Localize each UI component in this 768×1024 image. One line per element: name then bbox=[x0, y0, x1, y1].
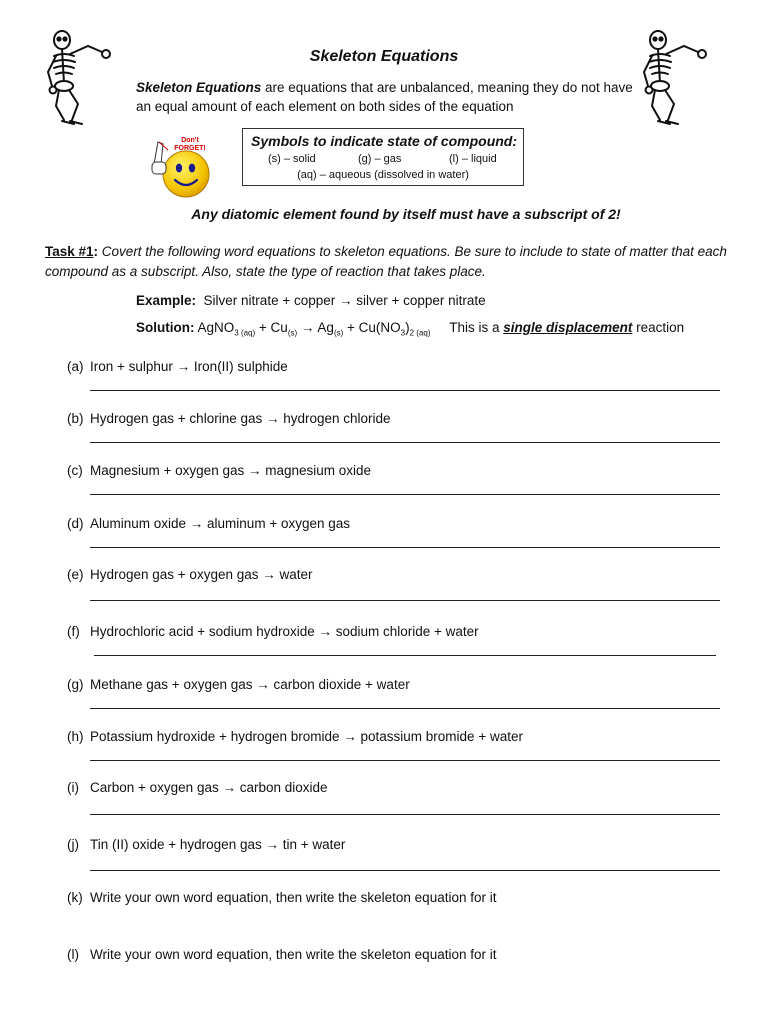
question-letter: (k) bbox=[67, 890, 83, 905]
answer-line[interactable] bbox=[90, 814, 720, 815]
question-letter: (c) bbox=[67, 463, 83, 478]
task-colon: : bbox=[93, 244, 99, 259]
question-item bbox=[67, 947, 496, 962]
symbol-aqueous: (aq) – aqueous (dissolved in water) bbox=[297, 169, 469, 181]
answer-line[interactable] bbox=[90, 708, 720, 709]
question-item bbox=[67, 837, 345, 852]
question-text: Hydrogen gas + chlorine gas → hydrogen chloride bbox=[90, 411, 391, 426]
solution-subscript: 2 (aq) bbox=[409, 328, 431, 338]
solution-part: AgNO bbox=[194, 320, 235, 335]
solution-part: + Cu(NO bbox=[343, 320, 401, 335]
solution-line bbox=[136, 320, 684, 338]
question-item bbox=[67, 463, 371, 478]
question-item bbox=[67, 359, 288, 374]
state-symbols-heading: Symbols to indicate state of compound: bbox=[251, 133, 518, 149]
intro-text: are equations that are unbalanced, meaning they do not have an equal amount of each element on both sides of the equation bbox=[136, 80, 633, 114]
skeleton-right-icon bbox=[640, 28, 712, 128]
solution-part: → Ag bbox=[297, 320, 334, 335]
example-text: Silver nitrate + copper → silver + copper nitrate bbox=[203, 293, 486, 308]
question-text: Aluminum oxide → aluminum + oxygen gas bbox=[90, 516, 351, 531]
question-item bbox=[67, 624, 479, 639]
question-text: Hydrochloric acid + sodium hydroxide → sodium chloride + water bbox=[90, 624, 479, 639]
skeleton-left-icon bbox=[44, 28, 116, 128]
reaction-suffix: reaction bbox=[632, 320, 685, 335]
state-symbols-box bbox=[242, 128, 524, 186]
answer-line[interactable] bbox=[90, 390, 720, 391]
question-letter: (b) bbox=[67, 411, 84, 426]
task-label: Task #1 bbox=[45, 244, 94, 259]
question-text: Hydrogen gas + oxygen gas → water bbox=[90, 567, 313, 582]
question-item bbox=[67, 780, 328, 795]
solution-subscript: 3 bbox=[400, 328, 406, 338]
question-item bbox=[67, 516, 350, 531]
task-text: Covert the following word equations to skeleton equations. Be sure to include to state of matter that each compound as a subscript. Also, state the type of reaction that takes place. bbox=[45, 244, 727, 279]
question-text: Methane gas + oxygen gas → carbon dioxide + water bbox=[90, 677, 410, 692]
question-item bbox=[67, 567, 313, 582]
solution-part: + Cu bbox=[255, 320, 288, 335]
question-letter: (g) bbox=[67, 677, 84, 692]
question-text: Carbon + oxygen gas → carbon dioxide bbox=[90, 780, 328, 795]
intro-paragraph bbox=[136, 78, 636, 116]
answer-line[interactable] bbox=[90, 442, 720, 443]
example-label: Example: bbox=[136, 293, 197, 308]
question-text: Potassium hydroxide + hydrogen bromide → potassium bromide + water bbox=[90, 729, 523, 744]
question-letter: (f) bbox=[67, 624, 80, 639]
example-line bbox=[136, 293, 486, 308]
question-letter: (d) bbox=[67, 516, 84, 531]
solution-label: Solution: bbox=[136, 320, 195, 335]
question-letter: (l) bbox=[67, 947, 79, 962]
answer-line[interactable] bbox=[90, 600, 720, 601]
question-text: Write your own word equation, then write the skeleton equation for it bbox=[90, 947, 497, 962]
question-letter: (i) bbox=[67, 780, 79, 795]
question-letter: (j) bbox=[67, 837, 79, 852]
answer-line[interactable] bbox=[90, 547, 720, 548]
question-item bbox=[67, 729, 523, 744]
answer-line[interactable] bbox=[90, 870, 720, 871]
question-letter: (h) bbox=[67, 729, 84, 744]
question-letter: (a) bbox=[67, 359, 84, 374]
answer-line[interactable] bbox=[90, 494, 720, 495]
reaction-prefix: This is a bbox=[449, 320, 504, 335]
diatomic-note: Any diatomic element found by itself must have a subscript of 2! bbox=[191, 206, 621, 222]
question-text: Tin (II) oxide + hydrogen gas → tin + water bbox=[90, 837, 346, 852]
answer-line[interactable] bbox=[90, 760, 720, 761]
solution-subscript: (s) bbox=[333, 328, 344, 338]
question-text: Iron + sulphur → Iron(II) sulphide bbox=[90, 359, 288, 374]
task-instructions bbox=[45, 242, 735, 281]
question-text: Magnesium + oxygen gas → magnesium oxide bbox=[90, 463, 372, 478]
question-item bbox=[67, 890, 496, 905]
reaction-type: single displacement bbox=[503, 320, 633, 335]
answer-line[interactable] bbox=[94, 655, 716, 656]
question-letter: (e) bbox=[67, 567, 84, 582]
symbol-liquid: (l) – liquid bbox=[449, 153, 497, 165]
symbol-gas: (g) – gas bbox=[358, 153, 402, 165]
question-item bbox=[67, 677, 410, 692]
solution-subscript: (s) bbox=[287, 328, 298, 338]
question-item bbox=[67, 411, 391, 426]
dont-forget-label: Don't FORGET! bbox=[174, 137, 206, 152]
solution-subscript: 3 (aq) bbox=[234, 328, 256, 338]
symbol-solid: (s) – solid bbox=[268, 153, 316, 165]
intro-term: Skeleton Equations bbox=[136, 80, 262, 95]
page-title: Skeleton Equations bbox=[309, 48, 459, 65]
solution-part: ) bbox=[405, 320, 410, 335]
question-text: Write your own word equation, then write the skeleton equation for it bbox=[90, 890, 497, 905]
